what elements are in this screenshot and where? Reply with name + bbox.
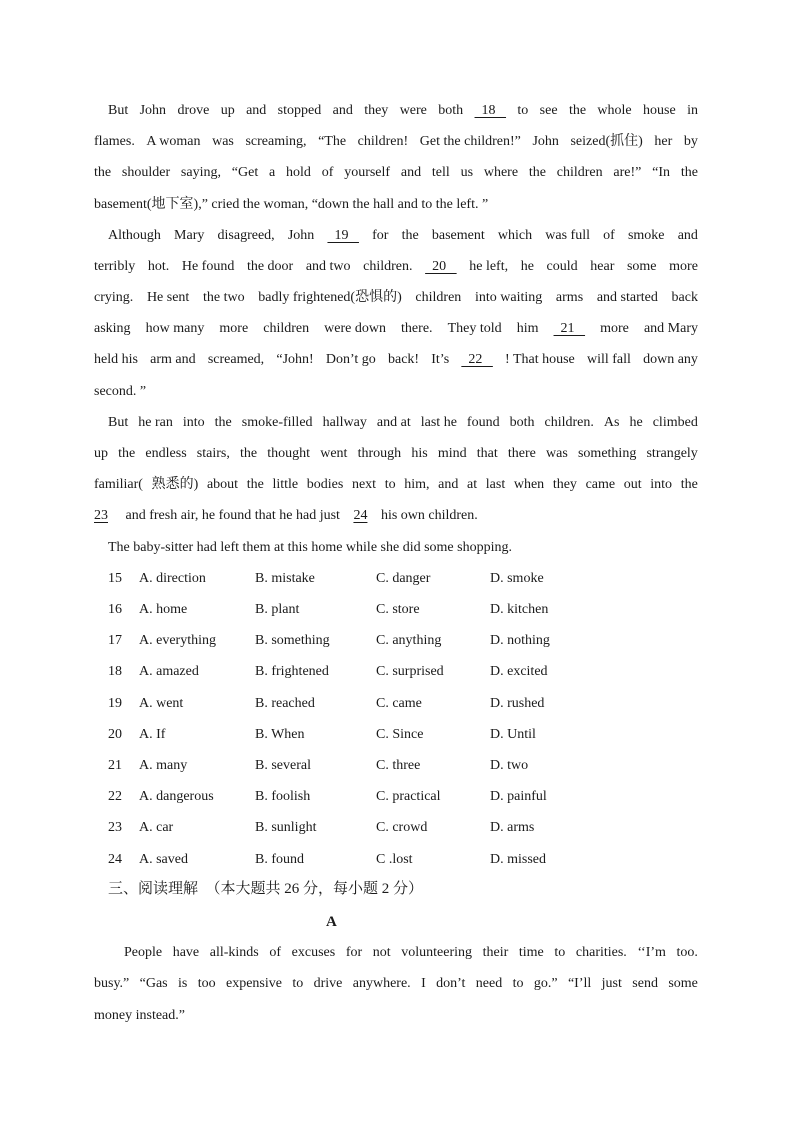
word: see — [539, 103, 558, 118]
word: to — [292, 976, 304, 991]
text-line — [94, 132, 698, 152]
option-d: D. painful — [490, 789, 547, 804]
word: disagreed, — [217, 228, 275, 243]
word: and — [246, 103, 267, 118]
word: how many — [145, 321, 205, 336]
word: smoke-filled — [241, 415, 313, 430]
word: shoulder — [121, 165, 171, 180]
option-b: B. reached — [255, 696, 315, 711]
word: “Gas — [139, 976, 168, 991]
word: drive — [313, 976, 343, 991]
blank-24: 24 — [353, 508, 368, 523]
text-line — [94, 288, 698, 308]
option-d: D. arms — [490, 820, 535, 835]
word: busy.” — [94, 976, 130, 991]
word: that — [476, 446, 498, 461]
option-c: C. Since — [376, 727, 424, 742]
word: her — [654, 134, 673, 149]
option-d: D. nothing — [490, 633, 550, 648]
word: too — [197, 976, 216, 991]
word: will fall — [586, 352, 631, 367]
option-row — [108, 600, 588, 620]
word: some — [668, 976, 698, 991]
option-c: C .lost — [376, 852, 413, 867]
word: He found — [181, 259, 235, 274]
word: could — [546, 259, 578, 274]
word: screaming, — [245, 134, 307, 149]
word: He sent — [146, 290, 190, 305]
word: “Get — [231, 165, 259, 180]
word: the door — [246, 259, 294, 274]
word: hallway — [322, 415, 367, 430]
word: into — [650, 477, 673, 492]
word: don’t — [436, 976, 466, 991]
word: through — [357, 446, 402, 461]
word: house — [643, 103, 676, 118]
word: and — [332, 103, 353, 118]
word: his — [411, 446, 428, 461]
word: the — [118, 446, 136, 461]
word: to — [512, 976, 524, 991]
word: screamed, — [207, 352, 265, 367]
option-c: C. danger — [376, 571, 431, 586]
word: too. — [676, 945, 698, 960]
word: there. — [401, 321, 433, 336]
word: last — [485, 477, 506, 492]
word: the — [246, 477, 264, 492]
text-line: The baby-sitter had left them at this home while she did some shopping. — [108, 540, 512, 555]
word: and started — [596, 290, 658, 305]
question-number: 17 — [108, 633, 122, 648]
word: “I’ll — [567, 976, 592, 991]
word: him, — [404, 477, 430, 492]
word: all-kinds — [209, 945, 259, 960]
word: was — [546, 446, 568, 461]
word: mind — [437, 446, 467, 461]
word: Mary — [174, 228, 205, 243]
question-number: 16 — [108, 602, 122, 617]
option-c: C. surprised — [376, 664, 444, 679]
text-line — [94, 350, 698, 370]
word: It’s — [431, 352, 450, 367]
option-c: C. anything — [376, 633, 442, 648]
word: John — [532, 134, 559, 149]
word: something — [577, 446, 637, 461]
word: he left, — [469, 259, 509, 274]
option-a: A. home — [139, 602, 188, 617]
word: came — [585, 477, 616, 492]
word: children — [415, 290, 462, 305]
word: John — [287, 228, 315, 243]
text-line — [94, 319, 698, 339]
word: excuses — [291, 945, 336, 960]
option-d: D. missed — [490, 852, 546, 867]
word: But — [108, 103, 129, 118]
word: expensive — [226, 976, 282, 991]
option-a: A. amazed — [139, 664, 199, 679]
word: went — [320, 446, 348, 461]
text-line — [94, 943, 698, 963]
word: arm and — [150, 352, 196, 367]
option-a: A. many — [139, 758, 188, 773]
word: more — [669, 259, 698, 274]
text-line — [94, 257, 698, 277]
word: and — [438, 477, 459, 492]
question-number: 21 — [108, 758, 122, 773]
question-number: 22 — [108, 789, 122, 804]
option-row — [108, 662, 588, 682]
option-c: C. practical — [376, 789, 441, 804]
text-line — [94, 413, 698, 433]
word: “John! — [276, 352, 314, 367]
word: strangely — [646, 446, 698, 461]
word: Although — [108, 228, 161, 243]
word: drove — [177, 103, 210, 118]
word: Get the children!” — [419, 134, 521, 149]
word: the — [568, 103, 587, 118]
word: next — [351, 477, 377, 492]
option-b: B. several — [255, 758, 311, 773]
word: children — [263, 321, 310, 336]
word: little — [272, 477, 299, 492]
blank-22: 22 — [461, 352, 493, 367]
word: arms — [555, 290, 584, 305]
word: which — [497, 228, 533, 243]
text-line — [94, 475, 698, 495]
word: was — [212, 134, 234, 149]
word: endless — [145, 446, 187, 461]
word: he — [629, 415, 643, 430]
text-line: second. ” — [94, 384, 147, 399]
word: found — [466, 415, 500, 430]
option-row — [108, 756, 588, 776]
word: the — [680, 477, 698, 492]
word: of — [603, 228, 615, 243]
word: for — [372, 228, 389, 243]
word: “The — [318, 134, 347, 149]
word: children. — [363, 259, 413, 274]
blank-21: 21 — [553, 321, 586, 336]
option-c: C. came — [376, 696, 422, 711]
word: badly frightened(恐惧的) — [258, 290, 402, 305]
word: whole — [597, 103, 632, 118]
word: asking — [94, 321, 131, 336]
word: held his — [94, 352, 138, 367]
option-row — [108, 631, 588, 651]
option-b: B. something — [255, 633, 330, 648]
word: him — [516, 321, 539, 336]
word: ! That house — [505, 352, 575, 367]
word: to — [384, 477, 396, 492]
question-number: 24 — [108, 852, 122, 867]
option-a: A. car — [139, 820, 174, 835]
option-row — [108, 725, 588, 745]
word: People — [124, 945, 163, 960]
option-a: A. everything — [139, 633, 216, 648]
blank-20: 20 — [425, 259, 457, 274]
blank-18: 18 — [474, 103, 507, 118]
word: As — [603, 415, 620, 430]
word: stairs, — [196, 446, 230, 461]
word: the — [240, 446, 258, 461]
word: just — [601, 976, 622, 991]
word: They told — [447, 321, 502, 336]
word: he ran — [138, 415, 173, 430]
word: terribly — [94, 259, 136, 274]
word: not — [372, 945, 391, 960]
word: seized(抓住) — [570, 134, 643, 149]
word: hot. — [147, 259, 170, 274]
word: flames. — [94, 134, 135, 149]
word: charities. — [575, 945, 627, 960]
word: both — [509, 415, 535, 430]
text-line — [94, 974, 698, 994]
word: John — [139, 103, 167, 118]
option-row — [108, 569, 588, 589]
word: yourself — [344, 165, 391, 180]
word: the — [680, 165, 698, 180]
word: they — [552, 477, 577, 492]
word: the two — [203, 290, 245, 305]
word: about — [206, 477, 239, 492]
word: to — [554, 945, 566, 960]
text-line — [94, 163, 698, 183]
word: were down — [324, 321, 386, 336]
question-number: 18 — [108, 664, 122, 679]
word: I — [421, 976, 426, 991]
option-d: D. two — [490, 758, 529, 773]
section-heading: 三、阅读理解 （本大题共 26 分，每小题 2 分） — [108, 881, 424, 897]
word: have — [172, 945, 200, 960]
option-a: A. went — [139, 696, 184, 711]
word: children. — [544, 415, 594, 430]
word: they — [364, 103, 389, 118]
word: send — [632, 976, 658, 991]
text-line — [94, 226, 698, 246]
option-c: C. three — [376, 758, 421, 773]
word: down any — [643, 352, 698, 367]
word: tell — [431, 165, 450, 180]
question-number: 15 — [108, 571, 122, 586]
option-a: A. dangerous — [139, 789, 214, 804]
word: is — [178, 976, 188, 991]
word: out — [623, 477, 642, 492]
word: crying. — [94, 290, 134, 305]
word: hold — [286, 165, 311, 180]
option-row — [108, 850, 588, 870]
word: the — [214, 415, 232, 430]
word: was full — [545, 228, 590, 243]
word: to — [517, 103, 529, 118]
word: “In — [652, 165, 671, 180]
word: at — [467, 477, 478, 492]
word: into — [182, 415, 205, 430]
question-number: 20 — [108, 727, 122, 742]
option-d: D. kitchen — [490, 602, 549, 617]
text-line — [94, 444, 698, 464]
word: the — [528, 165, 546, 180]
word: 熟悉的) — [151, 477, 199, 492]
word: and — [400, 165, 422, 180]
word: thought — [267, 446, 311, 461]
word: and two — [305, 259, 351, 274]
word: volunteering — [401, 945, 473, 960]
text-line: basement(地下室),” cried the woman, “down the hall and to the left. ” — [94, 197, 489, 212]
word: anywhere. — [352, 976, 411, 991]
text-line — [94, 506, 698, 526]
option-b: B. found — [255, 852, 304, 867]
word: saying, — [180, 165, 221, 180]
option-d: D. Until — [490, 727, 536, 742]
word: us — [460, 165, 474, 180]
word: children! — [357, 134, 409, 149]
word: he — [520, 259, 534, 274]
word: when — [513, 477, 545, 492]
word: basement — [431, 228, 485, 243]
option-d: D. smoke — [490, 571, 544, 586]
option-d: D. rushed — [490, 696, 545, 711]
word: back — [671, 290, 698, 305]
word: A woman — [146, 134, 201, 149]
option-d: D. excited — [490, 664, 548, 679]
question-number: 23 — [108, 820, 122, 835]
word: are!” — [613, 165, 642, 180]
passage-label: A — [326, 914, 337, 930]
word: and — [677, 228, 698, 243]
option-row — [108, 787, 588, 807]
word: some — [626, 259, 657, 274]
text-fragment: and fresh air, he found that he had just — [122, 508, 344, 523]
word: climbed — [652, 415, 698, 430]
word: time — [518, 945, 544, 960]
word: of — [321, 165, 334, 180]
word: by — [683, 134, 698, 149]
word: up — [220, 103, 235, 118]
word: familiar( — [94, 477, 143, 492]
option-row — [108, 694, 588, 714]
word: go.” — [533, 976, 558, 991]
word: ‘‘I’m — [637, 945, 666, 960]
word: and Mary — [643, 321, 698, 336]
option-a: A. If — [139, 727, 166, 742]
option-c: C. store — [376, 602, 420, 617]
word: Don’t go — [325, 352, 376, 367]
option-b: B. mistake — [255, 571, 315, 586]
option-b: B. sunlight — [255, 820, 317, 835]
word: hear — [590, 259, 615, 274]
option-b: B. foolish — [255, 789, 311, 804]
option-row — [108, 818, 588, 838]
word: bodies — [306, 477, 344, 492]
word: in — [687, 103, 698, 118]
text-line: money instead.” — [94, 1008, 185, 1023]
word: the — [94, 165, 112, 180]
word: up — [94, 446, 108, 461]
word: of — [269, 945, 282, 960]
word: more — [600, 321, 629, 336]
word: need — [475, 976, 503, 991]
word: back! — [387, 352, 420, 367]
word: and at — [376, 415, 411, 430]
blank-23: 23 — [94, 508, 108, 523]
word: into waiting — [474, 290, 543, 305]
word: stopped — [277, 103, 322, 118]
option-b: B. plant — [255, 602, 300, 617]
word: a — [269, 165, 276, 180]
word: for — [345, 945, 363, 960]
option-c: C. crowd — [376, 820, 428, 835]
word: both — [438, 103, 464, 118]
option-b: B. frightened — [255, 664, 329, 679]
word: children — [556, 165, 603, 180]
blank-19: 19 — [327, 228, 359, 243]
text-line — [94, 101, 698, 121]
text-fragment: his own children. — [377, 508, 478, 523]
word: last he — [420, 415, 457, 430]
word: where — [483, 165, 519, 180]
word: smoke — [627, 228, 665, 243]
question-number: 19 — [108, 696, 122, 711]
word: But — [108, 415, 129, 430]
word: were — [399, 103, 427, 118]
option-b: B. When — [255, 727, 305, 742]
option-a: A. direction — [139, 571, 206, 586]
word: there — [507, 446, 536, 461]
word: the — [401, 228, 419, 243]
word: their — [482, 945, 509, 960]
option-a: A. saved — [139, 852, 188, 867]
word: more — [219, 321, 249, 336]
